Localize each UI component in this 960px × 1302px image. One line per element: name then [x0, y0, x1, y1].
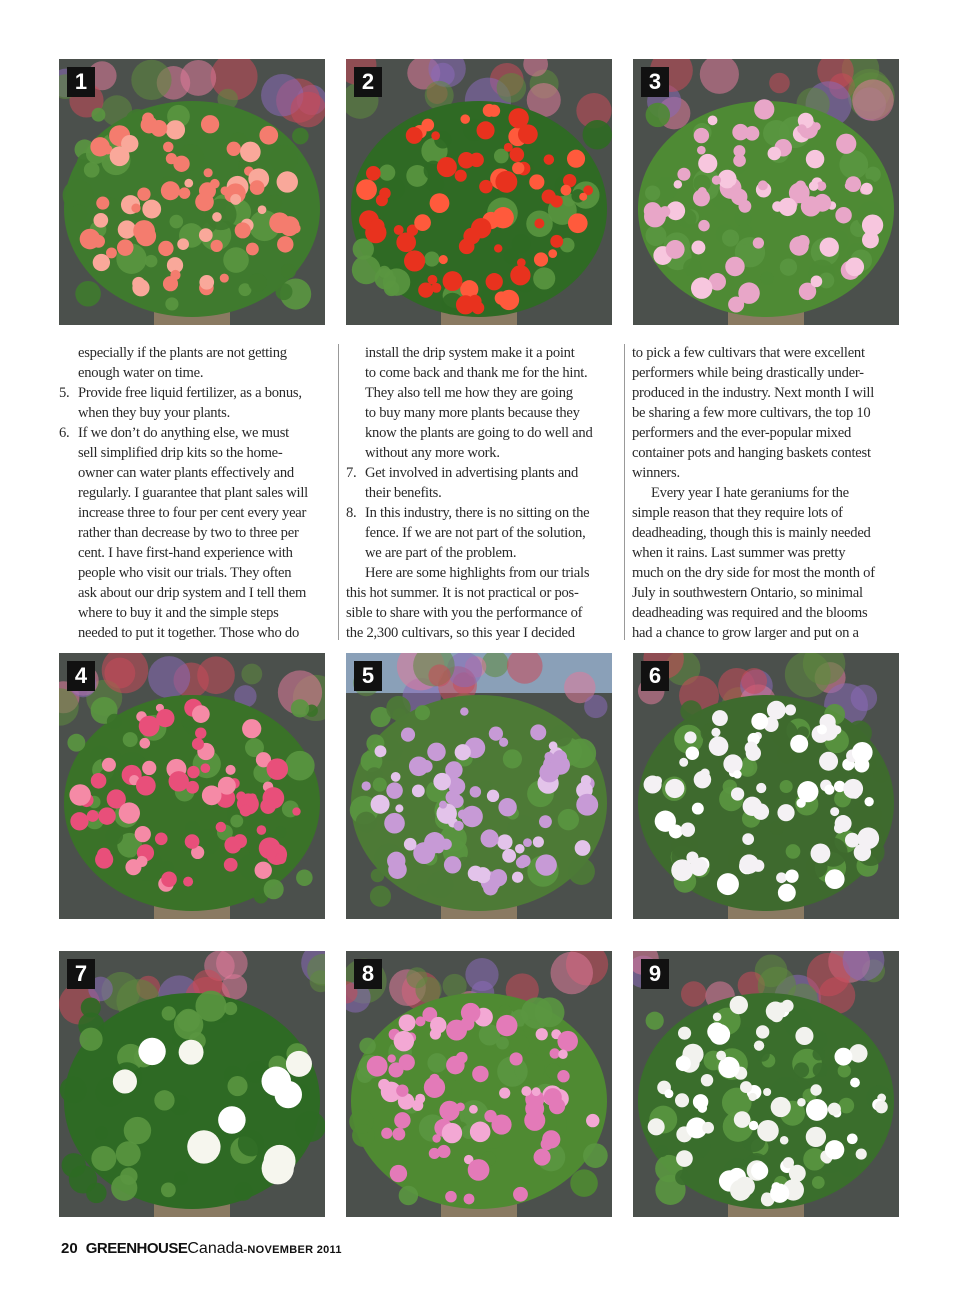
column-divider	[624, 344, 625, 640]
body-paragraph: Here are some highlights from our trials this hot summer. It is not practical or pos- sible to share with you the performance of the 2,300 cultivars, so this year I decided	[346, 565, 590, 641]
photo-1	[59, 59, 325, 325]
list-item-5: 5. Provide free liquid fertilizer, as a bonus, when they buy your plants.	[59, 385, 302, 421]
list-item-8: 8. In this industry, there is no sitting on the fence. If we are not part of the solution, we are part of the problem.	[346, 505, 590, 561]
continuation-paragraph: install the drip system make it a point to come back and thank me for the hint. They also tell me how they are going to buy many more plants because they know the plants are going to do well and without any more work.	[365, 345, 593, 461]
body-paragraph: Every year I hate geraniums for the simple reason that they require lots of deadheading, though this is mainly needed when it rains. Last summer was pretty much on the dry side for most the month of July in southwestern Ontario, so minimal deadheading was required and the blooms had a chance to grow larger and put on a	[632, 485, 875, 641]
photo-6	[633, 653, 899, 919]
white-bacopa-basket-icon	[633, 653, 899, 919]
photo-number-badge: 1	[67, 67, 95, 97]
text-column-2	[346, 343, 616, 643]
continuation-paragraph: to pick a few cultivars that were excellent performers while being drastically under- produced in the industry. Next month I will be sharing a few more cultivars, the top 10 performers and the ever-popular mixed container pots and hanging baskets contest winners.	[632, 345, 875, 481]
magazine-name-suffix: Canada	[187, 1240, 244, 1257]
photo-8-image	[346, 951, 612, 1217]
text-column-1	[59, 343, 331, 643]
photo-8	[346, 951, 612, 1217]
pink-calibrachoa-basket-icon	[346, 951, 612, 1217]
salmon-geranium-icon	[59, 59, 325, 325]
photo-2	[346, 59, 612, 325]
text-column-3	[632, 343, 902, 643]
column-divider	[338, 344, 339, 640]
photo-5	[346, 653, 612, 919]
photo-3-image	[633, 59, 899, 325]
continuation-paragraph: especially if the plants are not getting enough water on time.	[78, 345, 287, 381]
photo-number-badge: 7	[67, 959, 95, 989]
red-geranium-icon	[346, 59, 612, 325]
page-footer	[61, 1240, 342, 1258]
photo-number-badge: 4	[67, 661, 95, 691]
photo-2-image	[346, 59, 612, 325]
photo-5-image	[346, 653, 612, 919]
photo-1-image	[59, 59, 325, 325]
magazine-name: GREENHOUSE	[85, 1240, 188, 1257]
pink-ivy-geranium-icon	[59, 653, 325, 919]
purple-angelonia-icon	[346, 653, 612, 919]
photo-7	[59, 951, 325, 1217]
photo-4-image	[59, 653, 325, 919]
photo-9	[633, 951, 899, 1217]
page-number: 20	[61, 1240, 78, 1257]
photo-number-badge: 3	[641, 67, 669, 97]
issue-date: -NOVEMBER 2011	[243, 1244, 342, 1256]
photo-number-badge: 8	[354, 959, 382, 989]
photo-number-badge: 6	[641, 661, 669, 691]
list-item-7: 7. Get involved in advertising plants and their benefits.	[346, 465, 579, 501]
white-hydrangea-icon	[59, 951, 325, 1217]
photo-6-image	[633, 653, 899, 919]
photo-number-badge: 2	[354, 67, 382, 97]
photo-number-badge: 9	[641, 959, 669, 989]
photo-number-badge: 5	[354, 661, 382, 691]
list-item-6: 6. If we don’t do anything else, we must sell simplified drip kits so the home- owner can water plants effectively and regularly. I guarantee that plant sales will increase three to four per cent every year rather than decrease by two to three per cent. I have first-hand experience with people who visit our trials. They often ask about our drip system and I tell them where to buy it and the simple steps needed to put it together. Those who do	[59, 425, 308, 641]
white-bacopa-mound-icon	[633, 951, 899, 1217]
pink-ivy-geranium-basket-icon	[633, 59, 899, 325]
photo-9-image	[633, 951, 899, 1217]
photo-4	[59, 653, 325, 919]
photo-7-image	[59, 951, 325, 1217]
photo-3	[633, 59, 899, 325]
